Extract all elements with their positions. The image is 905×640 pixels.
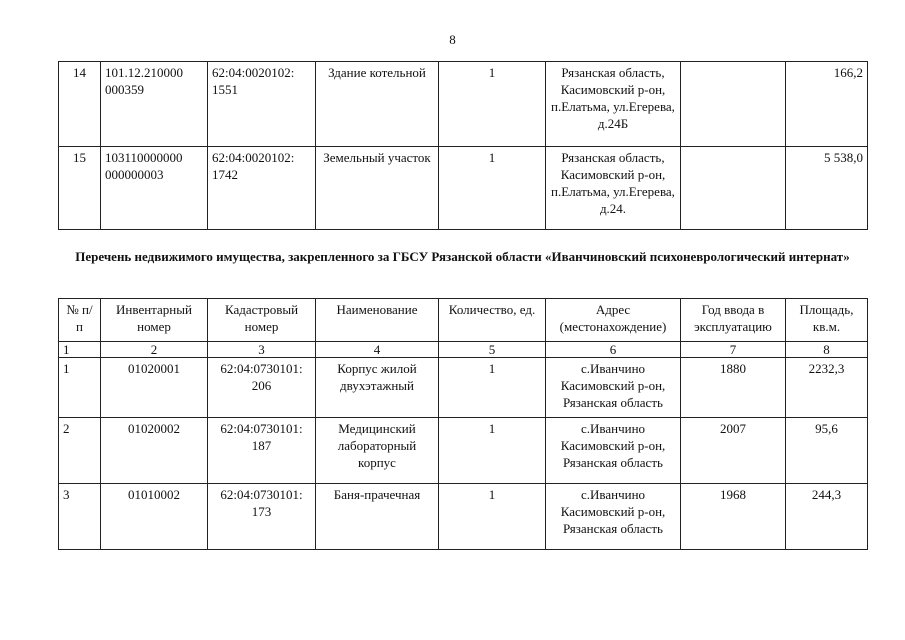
property-name: Здание котельной xyxy=(316,62,439,147)
quantity: 1 xyxy=(439,418,546,484)
year xyxy=(681,147,786,230)
column-header: Инвентарный номер xyxy=(101,299,208,342)
property-name: Земельный участок xyxy=(316,147,439,230)
section-title: Перечень недвижимого имущества, закрепленного за ГБСУ Рязанской области «Иванчиновский психоневрологический интернат» xyxy=(75,249,850,264)
column-number: 2 xyxy=(101,342,208,358)
inventory-number: 01020002 xyxy=(101,418,208,484)
quantity: 1 xyxy=(439,358,546,418)
column-number: 6 xyxy=(546,342,681,358)
quantity: 1 xyxy=(439,62,546,147)
inventory-number: 103110000000 000000003 xyxy=(101,147,208,230)
address: с.Иванчино Касимовский р-он, Рязанская область xyxy=(546,418,681,484)
address: Рязанская область, Касимовский р-он, п.Елатьма, ул.Егерева, д.24. xyxy=(546,147,681,230)
property-name: Медицинский лабораторный корпус xyxy=(316,418,439,484)
row-number: 15 xyxy=(59,147,101,230)
inventory-number: 01010002 xyxy=(101,484,208,550)
column-number: 5 xyxy=(439,342,546,358)
area: 244,3 xyxy=(786,484,868,550)
table-row xyxy=(59,147,868,230)
address: Рязанская область, Касимовский р-он, п.Елатьма, ул.Егерева, д.24Б xyxy=(546,62,681,147)
property-table-continued xyxy=(58,61,868,230)
column-header: Адрес (местонахождение) xyxy=(546,299,681,342)
page-number: 8 xyxy=(449,32,456,47)
row-number: 14 xyxy=(59,62,101,147)
inventory-number: 01020001 xyxy=(101,358,208,418)
inventory-number: 101.12.210000 000359 xyxy=(101,62,208,147)
year xyxy=(681,62,786,147)
area: 95,6 xyxy=(786,418,868,484)
address: с.Иванчино Касимовский р-он, Рязанская область xyxy=(546,484,681,550)
table-row xyxy=(59,484,868,550)
row-number: 3 xyxy=(59,484,101,550)
cadastral-number: 62:04:0020102: 1551 xyxy=(208,62,316,147)
row-number: 1 xyxy=(59,358,101,418)
property-name: Корпус жилой двухэтажный xyxy=(316,358,439,418)
area: 2232,3 xyxy=(786,358,868,418)
area: 5 538,0 xyxy=(786,147,868,230)
column-number: 3 xyxy=(208,342,316,358)
cadastral-number: 62:04:0730101: 187 xyxy=(208,418,316,484)
cadastral-number: 62:04:0730101: 206 xyxy=(208,358,316,418)
property-table xyxy=(58,298,868,550)
table-row xyxy=(59,62,868,147)
column-header: Площадь, кв.м. xyxy=(786,299,868,342)
area: 166,2 xyxy=(786,62,868,147)
column-header: Кадастровый номер xyxy=(208,299,316,342)
property-name: Баня-прачечная xyxy=(316,484,439,550)
column-header: Количество, ед. xyxy=(439,299,546,342)
cadastral-number: 62:04:0020102: 1742 xyxy=(208,147,316,230)
quantity: 1 xyxy=(439,147,546,230)
column-header: Год ввода в эксплуатацию xyxy=(681,299,786,342)
table-row xyxy=(59,358,868,418)
column-number: 1 xyxy=(59,342,101,358)
year: 1880 xyxy=(681,358,786,418)
table-row xyxy=(59,418,868,484)
column-number: 8 xyxy=(786,342,868,358)
year: 1968 xyxy=(681,484,786,550)
column-header: № п/п xyxy=(59,299,101,342)
table-header-row xyxy=(59,299,868,342)
address: с.Иванчино Касимовский р-он, Рязанская область xyxy=(546,358,681,418)
column-number: 4 xyxy=(316,342,439,358)
column-header: Наименование xyxy=(316,299,439,342)
row-number: 2 xyxy=(59,418,101,484)
year: 2007 xyxy=(681,418,786,484)
cadastral-number: 62:04:0730101: 173 xyxy=(208,484,316,550)
quantity: 1 xyxy=(439,484,546,550)
column-number: 7 xyxy=(681,342,786,358)
column-number-row xyxy=(59,342,868,358)
